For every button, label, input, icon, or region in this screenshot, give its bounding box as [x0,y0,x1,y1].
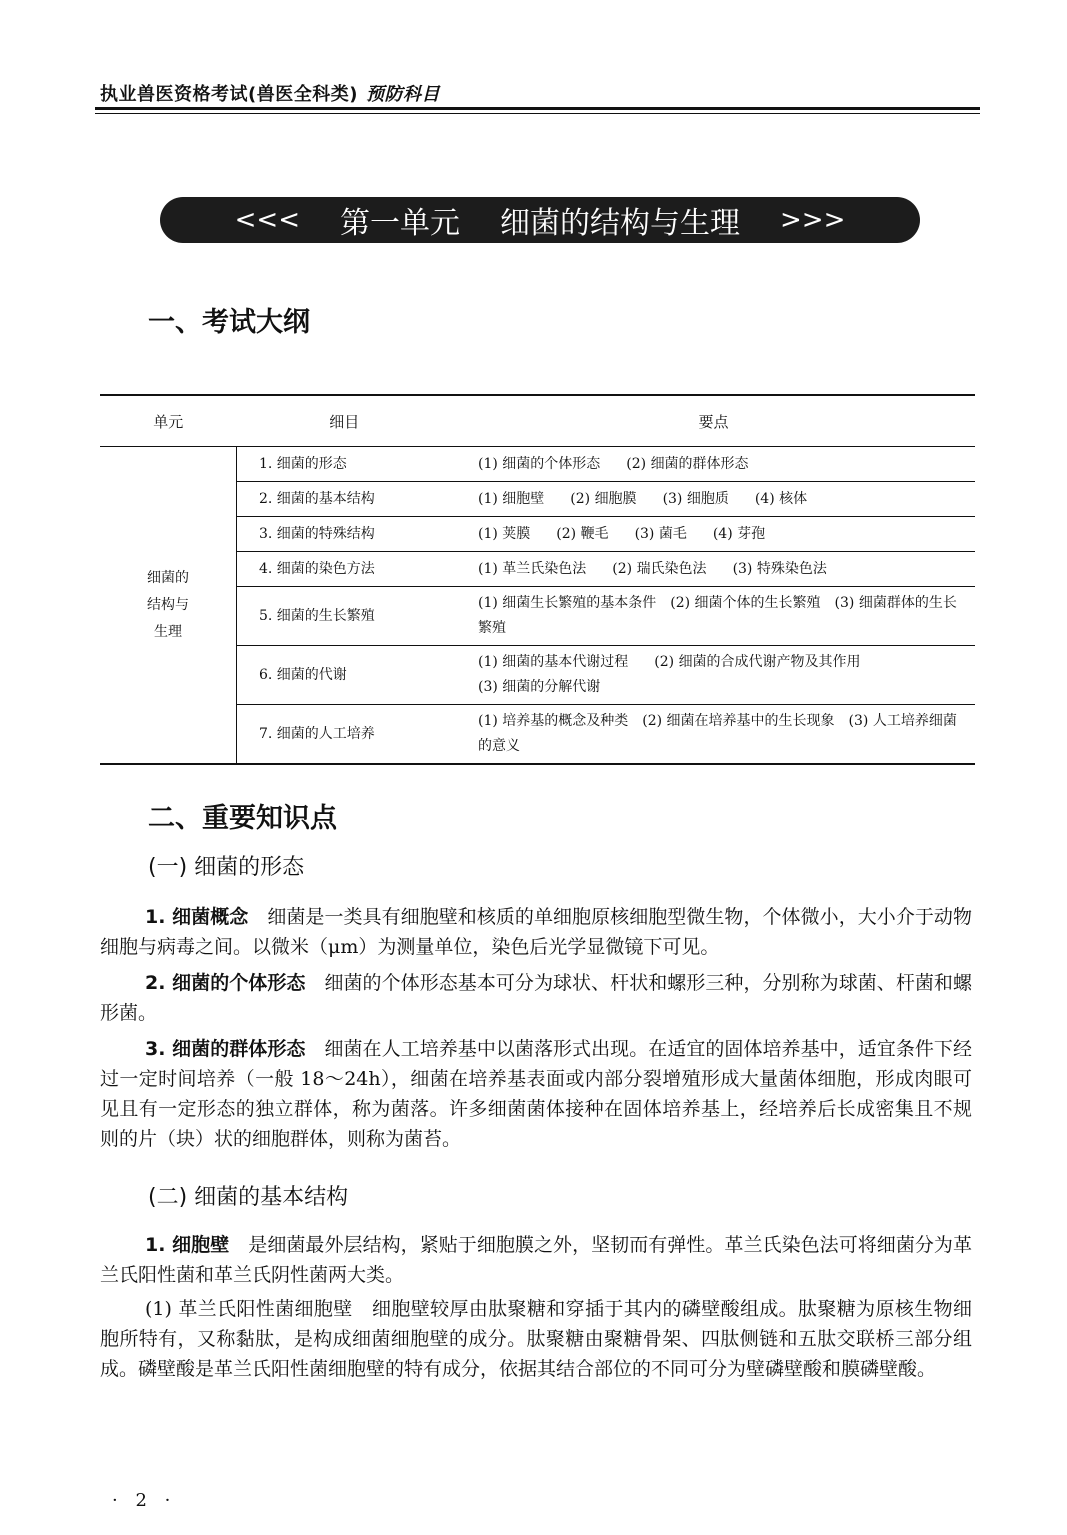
item-cell: 4. 细菌的染色方法 [237,552,453,587]
subsection-title-structure: (二) 细菌的基本结构 [148,1185,349,1210]
para-label: (1) 革兰氏阳性菌细胞壁 [145,1298,353,1320]
point: (1) 荚膜 [478,525,531,542]
para-label: 2. 细菌的个体形态 [145,972,306,994]
para-text: 细胞壁较厚由肽聚糖和穿插于其内的磷壁酸组成。肽聚糖为原核生物细胞所特有，又称黏肽，是构成细菌细胞壁的成分。肽聚糖由聚糖骨架、四肽侧链和五肽交联桥三部分组成。磷壁酸是革兰氏阳性菌细胞壁的特有成分，依据其结合部位的不同可分为壁磷壁酸和膜磷壁酸。 [100,1298,972,1380]
section-title-outline: 一、考试大纲 [148,307,310,338]
point: (1) 革兰氏染色法 [478,560,587,577]
point: (2) 细菌的群体形态 [626,455,749,472]
paragraph [100,1294,972,1384]
point: (3) 特殊染色法 [732,560,827,577]
syllabus-table [100,394,975,765]
page-number: · 2 · [112,1490,177,1511]
item-cell: 3. 细菌的特殊结构 [237,517,453,552]
unit-line: 结构与 [147,596,189,613]
unit-cell [100,447,237,765]
table-body [100,447,975,765]
points-cell: (1) 培养基的概念及种类 (2) 细菌在培养基中的生长现象 (3) 人工培养细菌的意义 [478,713,957,754]
item-cell: 7. 细菌的人工培养 [259,725,375,742]
point: (1) 细菌的基本代谢过程 [478,654,629,670]
col-header-points: 要点 [452,395,975,447]
right-arrows: >>> [780,205,846,235]
section-title-key-points: 二、重要知识点 [148,803,337,834]
header-subtitle: 预防科目 [365,84,440,105]
paragraph [100,1034,972,1154]
item-cell: 6. 细菌的代谢 [237,646,453,705]
point: (2) 细菌的合成代谢产物及其作用 [654,654,861,670]
points-cell: (1) 细菌生长繁殖的基本条件 (2) 细菌个体的生长繁殖 (3) 细菌群体的生长繁殖 [452,587,975,646]
item-cell: 1. 细菌的形态 [237,447,453,482]
header-rule-thin [95,113,980,114]
syllabus-table-wrap [100,394,975,765]
point: (4) 核体 [754,490,808,507]
col-header-unit: 单元 [100,395,237,447]
points-cell [452,447,975,482]
unit-line: 生理 [154,623,182,640]
running-header [100,80,440,106]
item-cell: 5. 细菌的生长繁殖 [237,587,453,646]
left-arrows: <<< [234,205,300,235]
subsection-title-morphology: (一) 细菌的形态 [148,855,305,880]
paragraph [100,968,972,1028]
header-title: 执业兽医资格考试(兽医全科类) [100,84,358,105]
points-cell [452,517,975,552]
point: (3) 细菌的分解代谢 [478,679,601,695]
unit-label: 第一单元 [340,206,460,241]
para-label: 1. 细胞壁 [145,1234,230,1256]
unit-line: 细菌的 [147,569,189,586]
para-text: 是细菌最外层结构，紧贴于细胞膜之外，坚韧而有弹性。革兰氏染色法可将细菌分为革兰氏阳性菌和革兰氏阴性菌两大类。 [100,1234,972,1286]
point: (2) 细胞膜 [570,490,637,507]
point: (2) 瑞氏染色法 [612,560,707,577]
points-cell [452,552,975,587]
item-cell: 2. 细菌的基本结构 [237,482,453,517]
para-label: 3. 细菌的群体形态 [145,1038,306,1060]
point: (3) 菌毛 [634,525,687,542]
header-rule [95,107,980,110]
unit-title: 细菌的结构与生理 [500,206,740,241]
para-label: 1. 细菌概念 [145,906,249,928]
unit-banner [160,197,920,243]
point: (1) 细菌的个体形态 [478,455,601,472]
paragraph [100,1230,972,1290]
para-text: 细菌的个体形态基本可分为球状、杆状和螺形三种，分别称为球菌、杆菌和螺形菌。 [100,972,972,1024]
paragraph [100,902,972,962]
point: (1) 细胞壁 [478,490,545,507]
table-row [100,447,975,482]
points-cell [452,646,975,705]
point: (2) 鞭毛 [556,525,609,542]
para-text: 细菌在人工培养基中以菌落形式出现。在适宜的固体培养基中，适宜条件下经过一定时间培养（一般 18～24h），细菌在培养基表面或内部分裂增殖形成大量菌体细胞，形成肉眼可见且有一定形态的独立群体，称为菌落。许多细菌菌体接种在固体培养基上，经培养后长成密集且不规则的片（块）状的细胞群体，则称为菌苔。 [100,1038,972,1150]
para-text: 细菌是一类具有细胞壁和核质的单细胞原核细胞型微生物，个体微小，大小介于动物细胞与病毒之间。以微米（μm）为测量单位，染色后光学显微镜下可见。 [100,906,972,958]
point: (3) 细胞质 [662,490,729,507]
point: (4) 芽孢 [712,525,766,542]
points-cell [452,482,975,517]
col-header-item: 细目 [237,395,453,447]
